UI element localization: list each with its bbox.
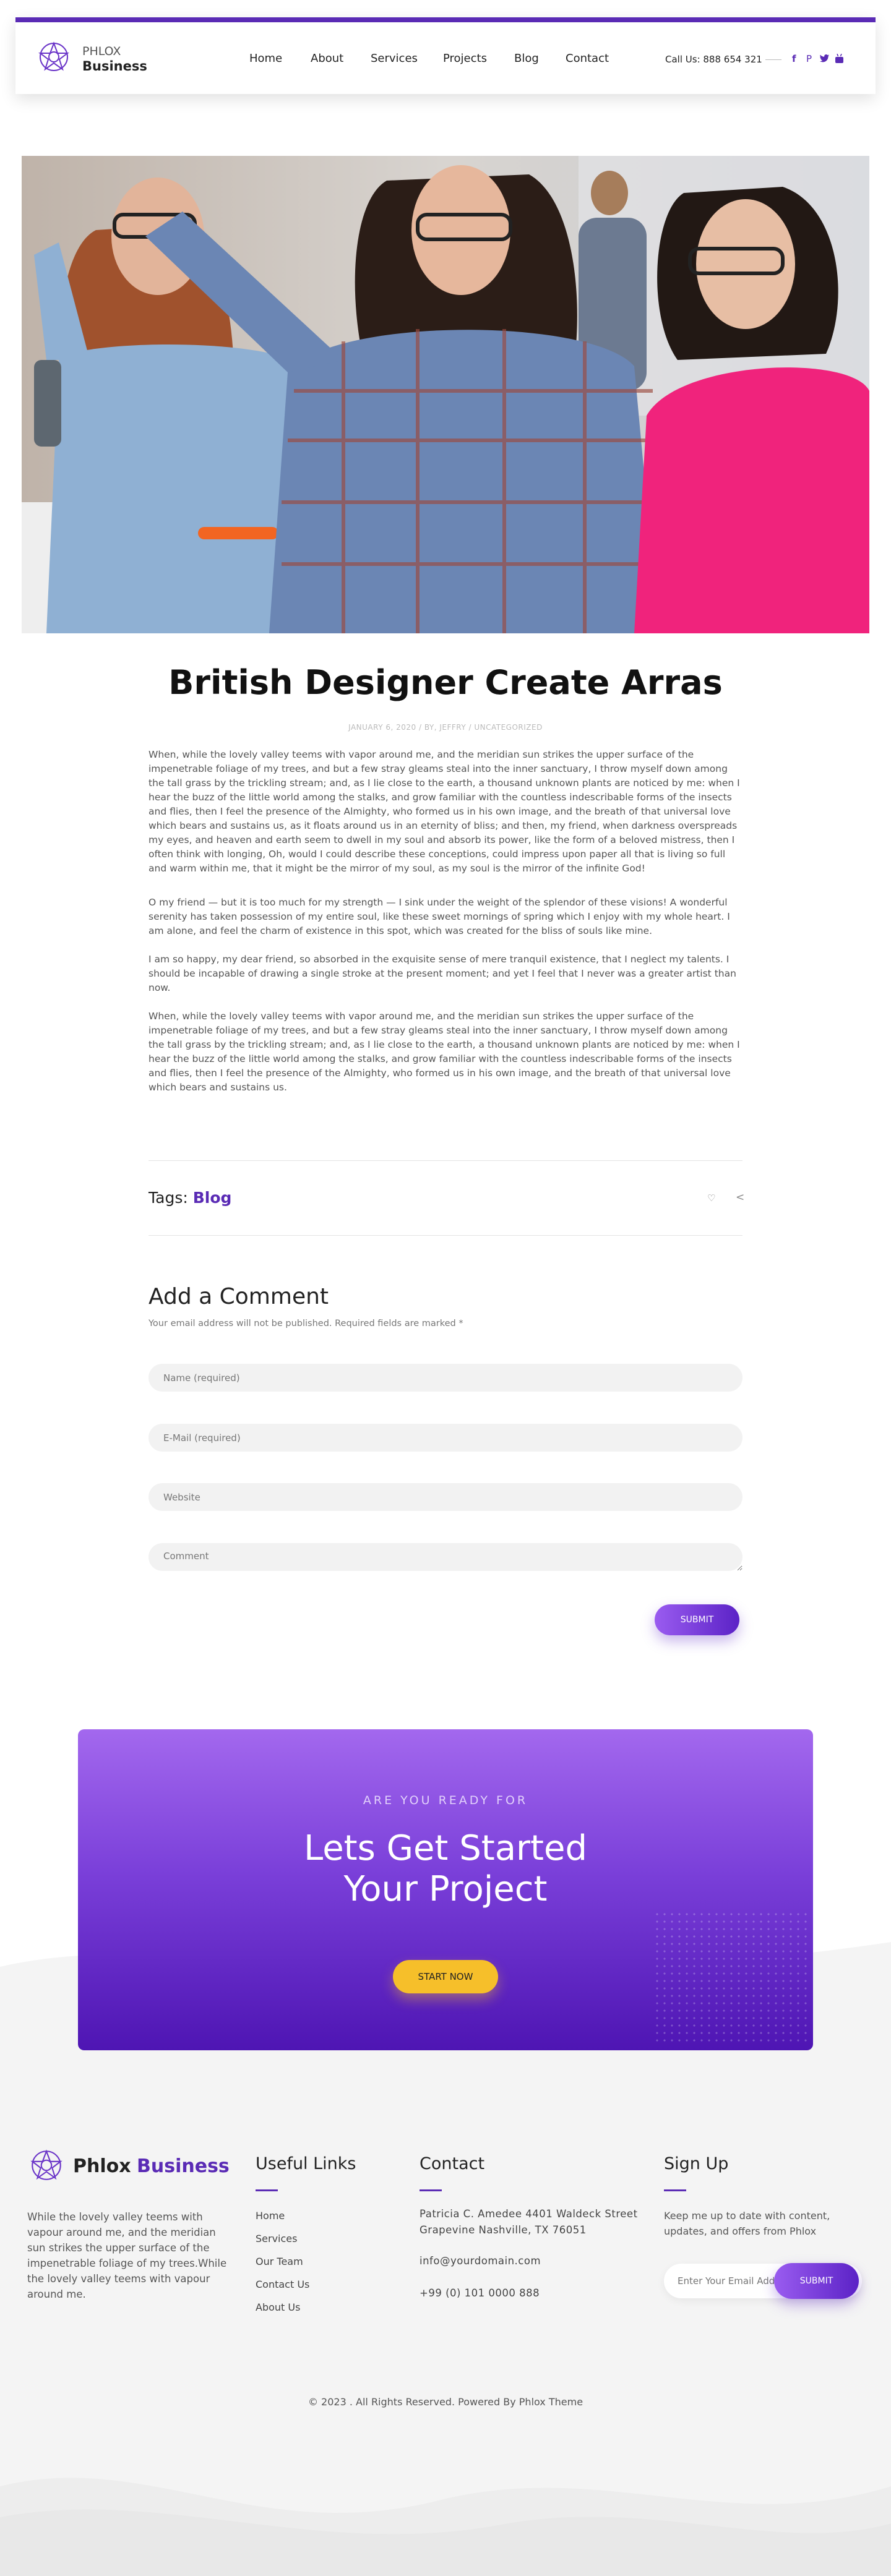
comment-textarea[interactable] (148, 1543, 742, 1571)
cta-title-line2: Your Project (343, 1869, 548, 1909)
post-paragraph-3: I am so happy, my dear friend, so absorbed in the exquisite sense of mere tranquil existence, that I neglect my talents. I should be incapable of drawing a single stroke at the present moment; and yet I feel that I never was a greater artist than now. (148, 954, 736, 993)
share-icon[interactable]: < (736, 1191, 745, 1204)
twitter-icon[interactable] (820, 54, 829, 62)
site-header (15, 17, 876, 94)
contact-address-line1: Patricia C. Amedee 4401 Waldeck Street (420, 2208, 638, 2220)
copyright-text: © 2023 . All Rights Reserved. Powered By Phlox Theme (308, 2396, 583, 2408)
heart-icon[interactable]: ♡ (707, 1192, 716, 1204)
footer-about-text: While the lovely valley teems with vapour around me, and the meridian sun strikes the upper surface of the impenetrable foliage of my trees.While the lovely valley teems with vapour around me. (27, 2211, 227, 2300)
footer-link-services[interactable]: Services (256, 2233, 298, 2244)
comment-note: Your email address will not be published. Required fields are marked * (148, 1319, 463, 1329)
contact-email[interactable]: info@yourdomain.com (420, 2255, 541, 2267)
footer-link-our-team[interactable]: Our Team (256, 2256, 303, 2267)
nav-about[interactable]: About (311, 52, 344, 65)
dot-pattern (653, 1911, 808, 2047)
post-tags (148, 1189, 231, 1207)
hero-image (22, 156, 869, 633)
nav-services[interactable]: Services (371, 52, 418, 65)
cta-title (78, 1828, 813, 1910)
nav-projects[interactable]: Projects (443, 52, 487, 65)
divider (148, 1160, 742, 1161)
heading-underline (420, 2189, 442, 2191)
footer-link-about-us[interactable]: About Us (256, 2301, 301, 2313)
logo-wordmark-bottom[interactable]: Business (82, 59, 147, 74)
youtube-icon[interactable] (835, 54, 843, 63)
post-paragraph-2: O my friend — but it is too much for my strength — I sink under the weight of the splendor of these visions! A wonderful serenity has taken possession of my entire soul, like these sweet mornings of spring which I enjoy with my whole heart. I am alone, and feel the charm of existence in this spot, which was created for the bliss of souls like mine. (148, 897, 730, 936)
pinterest-icon[interactable]: P (806, 53, 812, 64)
three-designers-photo (22, 156, 869, 633)
post-title: British Designer Create Arras (168, 663, 723, 702)
post-meta: JANUARY 6, 2020 / BY, JEFFRY / UNCATEGORIZED (348, 723, 543, 732)
name-input[interactable] (148, 1364, 742, 1392)
start-now-button[interactable]: START NOW (393, 1960, 498, 1993)
footer-brand-name[interactable]: Phlox (73, 2155, 131, 2177)
nav-home[interactable]: Home (249, 52, 283, 65)
cta-kicker: ARE YOU READY FOR (363, 1794, 528, 1807)
divider (148, 1235, 742, 1236)
signup-heading: Sign Up (664, 2154, 729, 2173)
website-input[interactable] (148, 1483, 742, 1511)
tag-link-blog[interactable]: Blog (192, 1189, 232, 1207)
signup-note: Keep me up to date with content, updates, and offers from Phlox (664, 2210, 830, 2237)
contact-heading: Contact (420, 2154, 485, 2173)
contact-phone: +99 (0) 101 0000 888 (420, 2287, 540, 2299)
cta-banner (78, 1729, 813, 2050)
footer-brand-suffix[interactable]: Business (137, 2155, 230, 2177)
header-divider (765, 59, 781, 60)
heading-underline (256, 2189, 278, 2191)
comment-submit-button[interactable]: SUBMIT (655, 1604, 739, 1635)
comment-title: Add a Comment (148, 1284, 329, 1309)
cta-title-line1: Lets Get Started (303, 1828, 587, 1868)
contact-address-line2: Grapevine Nashville, TX 76051 (420, 2224, 587, 2236)
footer-link-contact-us[interactable]: Contact Us (256, 2279, 310, 2290)
phlox-logo-icon[interactable] (27, 2146, 66, 2184)
nav-blog[interactable]: Blog (514, 52, 539, 65)
logo-wordmark-top[interactable]: PHLOX (82, 45, 121, 58)
tags-label: Tags: (148, 1189, 188, 1207)
useful-links-heading: Useful Links (256, 2154, 356, 2173)
post-paragraph-4: When, while the lovely valley teems with vapor around me, and the meridian sun strikes the upper surface of the impenetrable foliage of my trees, and but a few stray gleams steal into the inner sanctuary, I throw myself down among the tall grass by the trickling stream; and, as I lie close to the earth, a thousand unknown plants are noticed by me: when I hear the buzz of the little world among the stalks, and grow familiar with the countless indescribable forms of the insects and flies, then I feel the presence of the Almighty, who formed us in his own image, and the breath of that universal love which bears and sustains us. (148, 1011, 740, 1093)
footer-link-home[interactable]: Home (256, 2210, 285, 2222)
nav-contact[interactable]: Contact (566, 52, 609, 65)
call-us-text: Call Us: 888 654 321 (665, 54, 762, 65)
email-input[interactable] (148, 1424, 742, 1452)
heading-underline (664, 2189, 686, 2191)
facebook-icon[interactable]: f (792, 53, 796, 64)
newsletter-submit-button[interactable]: SUBMIT (774, 2263, 859, 2299)
post-paragraph-1: When, while the lovely valley teems with vapor around me, and the meridian sun strikes the upper surface of the impenetrable foliage of my trees, and but a few stray gleams steal into the inner sanctuary, I throw myself down among the tall grass by the trickling stream; and, as I lie close to the earth, a thousand unknown plants are noticed by me: when I hear the buzz of the little world among the stalks, and grow familiar with the countless indescribable forms of the insects and flies, then I feel the presence of the Almighty, who formed us in his own image, and the breath of that universal love which bears and sustains us, as it floats around us in an eternity of bliss; and then, my friend, when darkness overspreads my eyes, and heaven and earth seem to dwell in my soul and absorb its power, like the form of a beloved mistress, then I often think with longing, Oh, would I could describe these conceptions, could impress upon paper all that is living so full and warm within me, that it might be the mirror of my soul, as my soul is the mirror of the infinite God! (148, 749, 740, 874)
phlox-logo-icon[interactable] (35, 38, 72, 75)
